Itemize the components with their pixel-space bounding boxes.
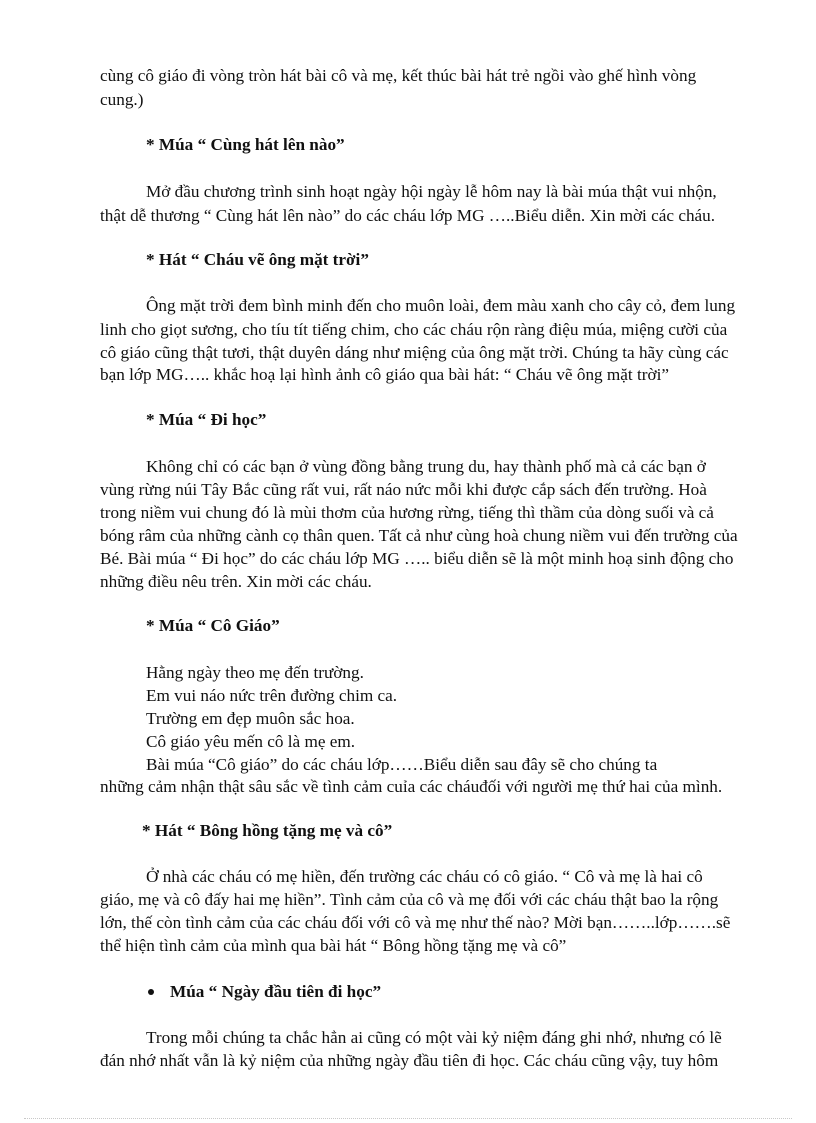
paragraph-line: bóng râm của những cành cọ thân quen. Tất cả như cùng hoà chung niềm vui đến trường của (100, 526, 738, 545)
paragraph-line: thật dễ thương “ Cùng hát lên nào” do các cháu lớp MG …..Biểu diễn. Xin mời các cháu. (100, 206, 716, 225)
intro-line: cùng cô giáo đi vòng tròn hát bài cô và mẹ, kết thúc bài hát trẻ ngồi vào ghế hình vòng (100, 66, 697, 85)
paragraph-line: lớn, thế còn tình cảm của các cháu đối với cô và mẹ như thế nào? Mời bạn……..lớp…….sẽ (100, 913, 731, 932)
paragraph-line: vùng rừng núi Tây Bắc cũng rất vui, rất náo nức mỗi khi được cắp sách đến trường. Hoà (100, 480, 707, 499)
section-heading: Múa “ Ngày đầu tiên đi học” (170, 982, 382, 1001)
paragraph-line: Bài múa “Cô giáo” do các cháu lớp……Biểu diễn sau đây sẽ cho chúng ta (146, 755, 658, 774)
paragraph-line: bạn lớp MG….. khắc hoạ lại hình ảnh cô giáo qua bài hát: “ Cháu vẽ ông mặt trời” (100, 365, 669, 384)
paragraph-line: trong niềm vui chung đó là mùi thơm của hương rừng, tiếng thì thầm của dòng suối và cả (100, 503, 714, 522)
paragraph-line: Trong mỗi chúng ta chắc hẳn ai cũng có một vài kỷ niệm đáng ghi nhớ, nhưng có lẽ (146, 1028, 722, 1047)
poem-line: Em vui náo nức trên đường chim ca. (146, 686, 398, 705)
section-heading: * Hát “ Cháu vẽ ông mặt trời” (146, 250, 369, 269)
paragraph-line: đán nhớ nhất vẫn là kỷ niệm của những ngày đầu tiên đi học. Các cháu cũng vậy, tuy hôm (100, 1051, 719, 1070)
poem-line: Trường em đẹp muôn sắc hoa. (146, 709, 355, 728)
poem-line: Cô giáo yêu mến cô là mẹ em. (146, 732, 356, 751)
paragraph-line: Ông mặt trời đem bình minh đến cho muôn loài, đem màu xanh cho cây cỏ, đem lung (146, 296, 736, 315)
paragraph-line: linh cho giọt sương, cho tíu tít tiếng chim, cho các cháu rộn ràng điệu múa, miệng cười của (100, 320, 728, 339)
paragraph-line: những điều nêu trên. Xin mời các cháu. (100, 572, 372, 591)
paragraph-line: giáo, mẹ và cô đấy hai mẹ hiền”. Tình cảm của cô và mẹ đối với các cháu thật bao la rộng (100, 890, 719, 909)
section-heading: * Hát “ Bông hồng tặng mẹ và cô” (142, 821, 393, 840)
paragraph-line: Không chỉ có các bạn ở vùng đồng bằng trung du, hay thành phố mà cả các bạn ở (146, 457, 706, 476)
section-heading: * Múa “ Cùng hát lên nào” (146, 135, 345, 154)
section-heading: * Múa “ Cô Giáo” (146, 616, 280, 635)
page-bottom-rule (24, 1118, 792, 1119)
section-heading: * Múa “ Đi học” (146, 410, 267, 429)
paragraph-line: cô giáo cũng thật tươi, thật duyên dáng như miệng của ông mặt trời. Chúng ta hãy cùng các (100, 343, 729, 362)
paragraph-line: những cảm nhận thật sâu sắc về tình cảm cuỉa các cháuđối với người mẹ thứ hai của mình. (100, 777, 723, 796)
bullet-icon (148, 989, 154, 995)
paragraph-line: Bé. Bài múa “ Đi học” do các cháu lớp MG ….. biểu diễn sẽ là một minh hoạ sinh động cho (100, 549, 734, 568)
paragraph-line: Ở nhà các cháu có mẹ hiền, đến trường các cháu có cô giáo. “ Cô và mẹ là hai cô (146, 867, 703, 886)
intro-line: cung.) (100, 90, 144, 109)
poem-line: Hằng ngày theo mẹ đến trường. (146, 663, 364, 682)
paragraph-line: Mở đầu chương trình sinh hoạt ngày hội ngày lễ hôm nay là bài múa thật vui nhộn, (146, 182, 717, 201)
paragraph-line: thể hiện tình cảm của mình qua bài hát “ Bông hồng tặng mẹ và cô” (100, 936, 567, 955)
